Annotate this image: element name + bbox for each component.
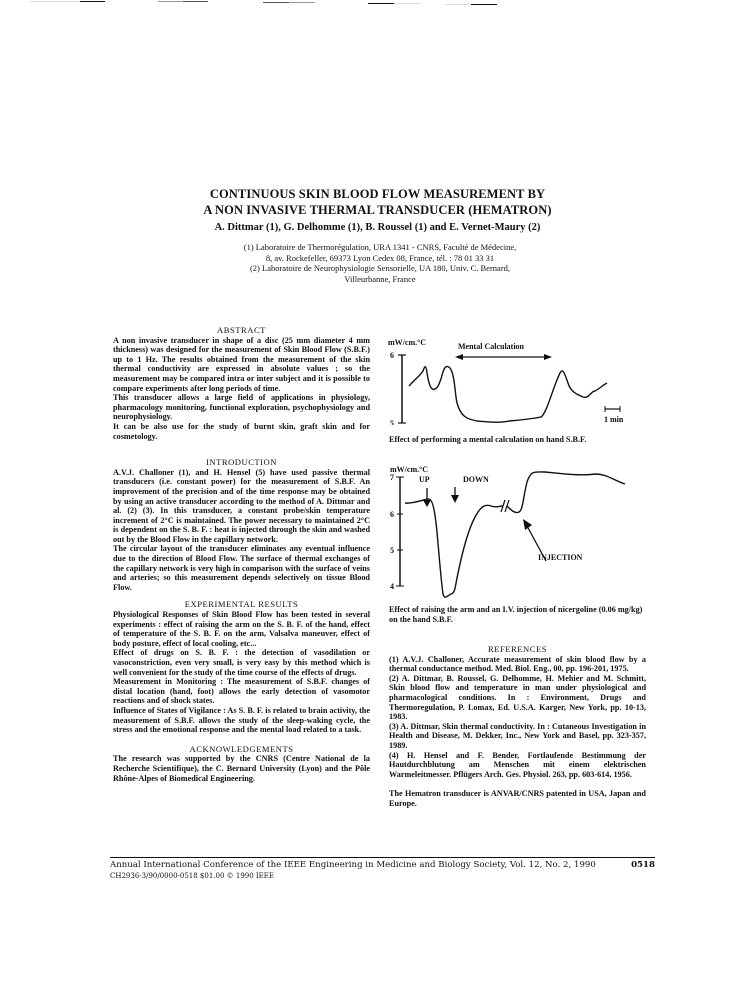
introduction-heading: INTRODUCTION xyxy=(206,457,277,468)
arrow-down-icon xyxy=(423,500,431,507)
svg-text:5: 5 xyxy=(390,419,394,425)
arrow-left-icon xyxy=(455,354,463,360)
results-paragraph: Measurement in Monitoring : The measurement of S.B.F. changes of distal location (hand, foot) allows the early detection of vasomotor reactions and of shock states. xyxy=(113,677,370,706)
abstract-heading: ABSTRACT xyxy=(217,325,266,335)
abstract-section xyxy=(113,326,370,441)
results-heading: EXPERIMENTAL RESULTS xyxy=(184,599,299,610)
abstract-paragraph: It can be also use for the study of burnt skin, graft skin and for cosmetology. xyxy=(113,421,370,441)
figure-2-caption: Effect of raising the arm and an I.V. injection of nicergoline (0.06 mg/kg) on the hand S.B.F. xyxy=(389,605,643,624)
introduction-paragraph: A.V.J. Challoner (1), and H. Hensel (5) have used passive thermal transducers (i.e. constant power) for the measurement of S.B.F. An improvement of the precision and of the time response may be obtained by using an active transducer according to the method of A. Dittmar and al. (2) (3). In this transducer, a constant probe/skin temperature increment of 2°C is maintained. The power necessary to maintained 2°C is dependent on the S. B. F. : heat is injected through the skin and washed out by the Blood Flow in the capillary network. xyxy=(113,467,370,544)
acknowledgements-section xyxy=(113,745,370,783)
figure-2-label-down: DOWN xyxy=(463,475,489,484)
title-line-2: A NON INVASIVE THERMAL TRANSDUCER (HEMATRON) xyxy=(203,203,552,217)
svg-text:4: 4 xyxy=(390,582,394,591)
svg-text:6: 6 xyxy=(390,351,394,360)
abstract-paragraph: A non invasive transducer in shape of a disc (25 mm diameter 4 mm thickness) was designed for the measurement of Skin Blood Flow (S.B.F.) up to 1 Hz. The results obtained from the measurement of the skin thermal conductivity are expressed in absolute values ; so the measurement may be compared intra or inter subject and it is possible to compare experiments after long periods of time. xyxy=(113,335,370,393)
reference-item: (4) H. Hensel and F. Bender, Fortlaufende Bestimmung der Hautdurchblutung am Menschen mit einem elektrischen Warmeleitmesser. Pflügers Arch. Ges. Physiol. 263, pp. 603-614, 1956. xyxy=(389,750,646,779)
footer-conference-line xyxy=(110,860,655,870)
introduction-paragraph: The circular layout of the transducer eliminates any eventual influence due to the direction of Blood Flow. The surface of thermal exchanges of the capillary network is very high in comparison with the surface of veins and arteries; so this measurement depends selectively on tissue Blood Flow. xyxy=(113,544,370,592)
figure-2-label-up: UP xyxy=(419,475,430,484)
footer-conference: Annual International Conference of the IEEE Engineering in Medicine and Biology Society, Vol. 12, No. 2, 1990 xyxy=(110,860,596,870)
patent-note: The Hematron transducer is ANVAR/CNRS patented in USA, Japan and Europe. xyxy=(389,789,646,808)
figure-1-scale-label: 1 min xyxy=(604,415,624,424)
svg-text:6: 6 xyxy=(390,510,394,519)
title-line-1: CONTINUOUS SKIN BLOOD FLOW MEASUREMENT BY xyxy=(209,187,546,201)
affiliations xyxy=(160,242,600,284)
arrow-down-icon xyxy=(451,495,459,503)
affiliation-line: (1) Laboratoire de Thermorégulation, URA 1341 - CNRS, Faculté de Médecine, xyxy=(243,242,517,252)
results-paragraph: Effect of drugs on S. B. F. : the detection of vasodilation or vasoconstriction, even very small, is very easy by this method which is well convenient for the study of the time course of the effects of drugs. xyxy=(113,648,370,677)
acknowledgements-heading: ACKNOWLEDGEMENTS xyxy=(189,743,294,754)
scan-edge-marks xyxy=(0,0,755,6)
figure-1-chart xyxy=(385,335,645,425)
figure-2-label-injection: INJECTION xyxy=(538,553,583,562)
footer-divider xyxy=(110,857,655,858)
arrow-up-left-icon xyxy=(523,519,532,530)
reference-item: (2) A. Dittmar, B. Roussel, G. Delhomme, H. Mehier and M. Schmitt, Skin blood flow and temperature in man under physiological and pharmacological conditions. In : Environment, Drugs and Thermoregulation, P. Lomax, Ed. U.S.A. Karger, New York, pp. 10-13, 1983. xyxy=(389,673,646,722)
references-heading: REFERENCES xyxy=(488,644,547,654)
affiliation-line: (2) Laboratoire de Neurophysiologie Sensorielle, UA 180, Univ. C. Bernard, xyxy=(249,263,511,273)
results-paragraph: Physiological Responses of Skin Blood Flow has been tested in several experiments : effect of raising the arm on the S. B. F. of the hand, effect of temperature of the S. B. F. on the arm, Valsalva maneuver, effect of body posture, effect of local cooling, etc... xyxy=(113,610,370,648)
references-section xyxy=(389,645,646,809)
left-column xyxy=(113,326,370,783)
figure-2-chart xyxy=(385,462,645,602)
results-paragraph: Influence of States of Vigilance : As S. B. F. is related to brain activity, the measurement of S.B.F. allows the study of the sleep-waking cycle, the stress and the emotional response and the mental load related to a task. xyxy=(113,705,370,735)
results-section xyxy=(113,600,370,734)
affiliation-line: Villeurbanne, France xyxy=(344,273,416,284)
svg-text:7: 7 xyxy=(390,473,394,482)
abstract-paragraph: This transducer allows a large field of applications in physiology, pharmacology monitoring, functional exploration, psychophysiology and neurophysiology. xyxy=(113,393,370,422)
authors: A. Dittmar (1), G. Delhomme (1), B. Roussel (1) and E. Vernet-Maury (2) xyxy=(214,222,541,233)
figure-1-y-unit: mW/cm.°C xyxy=(388,338,427,347)
reference-item: (1) A.V.J. Challoner, Accurate measurement of skin blood flow by a thermal conductance method. Med. Biol. Eng., 00, pp. 196-201, 1975. xyxy=(389,654,646,674)
figure-2-y-unit: mW/cm.°C xyxy=(390,465,429,474)
acknowledgements-text: The research was supported by the CNRS (Centre National de la Recherche Scientifique), the C. Bernard University (Lyon) and the Pôle Rhône-Alpes of Biomedical Engineering. xyxy=(113,754,370,783)
figure-1-caption: Effect of performing a mental calculation on hand S.B.F. xyxy=(389,435,587,444)
page-number: 0518 xyxy=(631,860,655,870)
introduction-section xyxy=(113,458,370,592)
footer-copyright: CH2936-3/90/0000-0518 $01.00 © 1990 IEEE xyxy=(110,872,275,880)
affiliation-line: 8, av. Rockefeller, 69373 Lyon Cedex 08, France, tél. : 78 01 33 31 xyxy=(265,252,495,263)
arrow-right-icon xyxy=(544,354,552,360)
figure-1-annotation: Mental Calculation xyxy=(458,342,524,351)
paper-title xyxy=(150,186,605,218)
reference-item: (3) A. Dittmar, Skin thermal conductivity. In : Cutaneous Investigation in Health and Disease, M. Dekker, Inc., New York and Basel, pp. 323-357, 1989. xyxy=(389,721,646,750)
svg-text:5: 5 xyxy=(390,546,394,555)
